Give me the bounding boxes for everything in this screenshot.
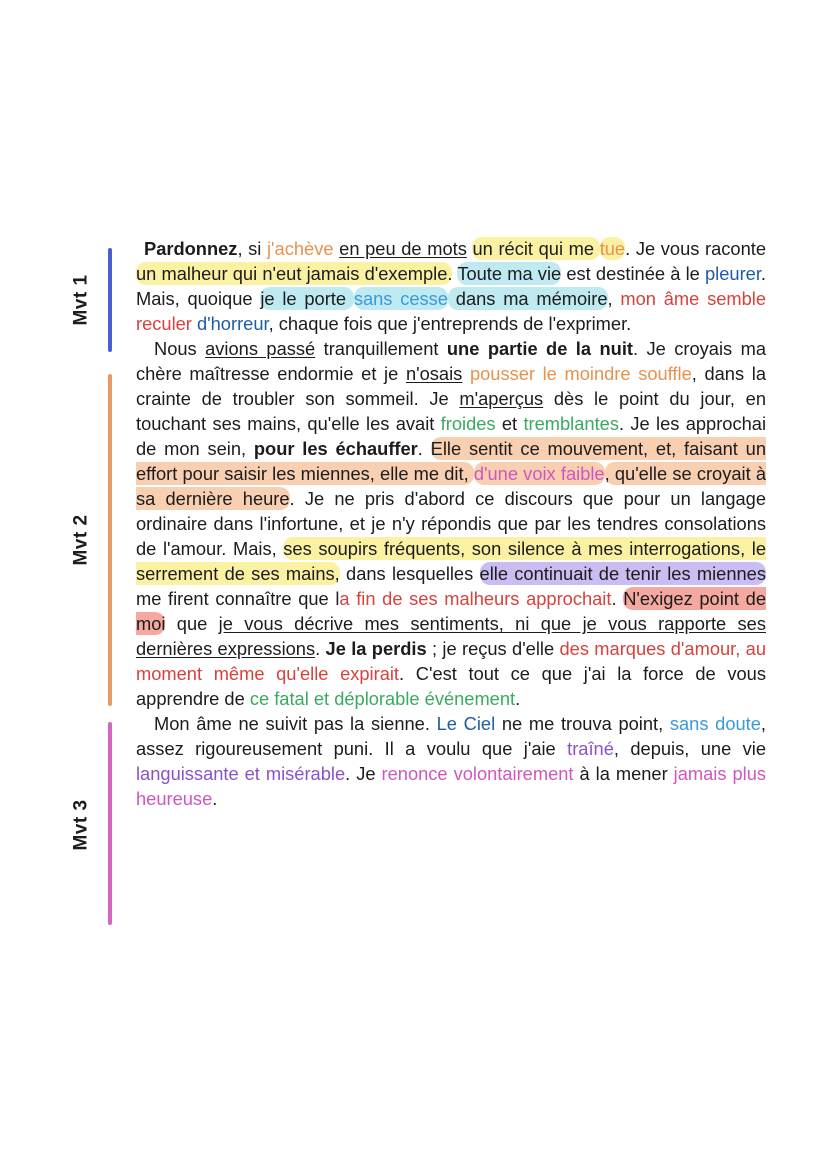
movement-bar-1 — [108, 248, 112, 352]
text-segment: un malheur qui n'eut jamais d'exemple. — [136, 263, 453, 284]
text-segment: me firent connaître que l — [136, 588, 340, 609]
text-segment: d'une voix faible — [473, 463, 605, 484]
text-segment: N'exigez point de moi — [136, 588, 766, 634]
text-segment: , dans la crainte de troubler son sommeil. Je — [136, 363, 766, 409]
text-segment: . — [315, 638, 326, 659]
annotated-text — [136, 236, 766, 811]
text-segment: dès le point du jour, en touchant ses mains, qu'elle les avait — [136, 388, 766, 434]
text-segment: pour les échauffer — [253, 438, 418, 459]
text-segment: une partie de la nuit — [446, 338, 633, 359]
text-segment: pousser le moindre souffle — [469, 363, 692, 384]
text-segment: . C'est tout ce que j'ai la force de vous apprendre de — [136, 663, 766, 709]
text-segment: je le porte — [260, 288, 354, 309]
text-segment: Je la perdis — [325, 638, 427, 659]
text-segment: traîné — [567, 738, 614, 759]
text-segment: , qu'elle se croyait à sa dernière heure — [136, 463, 767, 509]
paragraph-1 — [136, 236, 766, 336]
text-segment: . — [515, 688, 521, 709]
text-segment — [462, 363, 470, 384]
text-segment: et — [495, 413, 524, 434]
text-segment: à la mener — [573, 763, 674, 784]
text-segment: n'osais — [405, 363, 463, 384]
text-segment: tranquillement — [315, 338, 447, 359]
text-segment: m'aperçus — [459, 388, 544, 409]
text-segment: languissante et misérable — [136, 763, 346, 784]
text-segment: ses soupirs fréquents, son silence à mes interrogations, le serrement de ses mains, — [136, 538, 766, 584]
text-segment: ne me trouva point, — [495, 713, 670, 734]
text-segment: sans cesse — [353, 288, 448, 309]
text-segment: elle continuait de tenir les miennes — [479, 563, 766, 584]
movement-label-2: Mvt 2 — [71, 514, 93, 566]
text-segment: tremblantes — [523, 413, 619, 434]
text-segment: . Je — [345, 763, 382, 784]
text-segment: . — [417, 438, 431, 459]
text-segment: . Je croyais ma chère maîtresse endormie et je — [136, 338, 766, 384]
text-segment: , chaque fois que j'entreprends de l'exprimer. — [268, 313, 632, 334]
text-segment: Pardonnez — [144, 238, 238, 259]
text-segment: je vous décrive mes sentiments, ni que je vous rapporte ses dernières expressions — [136, 613, 766, 659]
text-segment: pleurer — [705, 263, 761, 284]
text-segment: des marques d'amour, au moment même qu'elle expirait — [136, 638, 766, 684]
text-segment: Elle sentit ce mouvement, et, faisant un effort pour saisir les miennes, elle me dit, — [136, 438, 767, 484]
text-segment: en peu de mots — [339, 238, 467, 259]
text-segment: dans ma mémoire — [447, 288, 608, 309]
paragraph-2 — [136, 336, 766, 711]
text-segment: ce fatal et déplorable événement — [249, 688, 516, 709]
text-segment: , depuis, une vie — [613, 738, 767, 759]
text-segment: . — [611, 588, 624, 609]
text-segment: j'achève — [267, 238, 334, 259]
text-segment: dans lesquelles — [339, 563, 480, 584]
text-segment: sans doute — [669, 713, 761, 734]
paragraph-3 — [136, 711, 766, 811]
text-segment: tue — [599, 238, 626, 259]
text-segment: mon âme semble reculer — [136, 288, 767, 334]
text-segment: Nous — [154, 338, 206, 359]
text-segment: . Mais, quoique — [136, 263, 767, 309]
text-segment: froides — [440, 413, 496, 434]
text-segment: Toute ma vie — [457, 263, 562, 284]
text-segment: a fin de ses malheurs approchait — [339, 588, 612, 609]
text-segment: un récit qui me — [472, 238, 600, 259]
text-segment: , si — [237, 238, 267, 259]
text-segment: Mon âme ne suivit pas la sienne. — [154, 713, 437, 734]
movement-bar-3 — [108, 722, 112, 925]
text-segment: , — [607, 288, 621, 309]
text-segment: . Je ne pris d'abord ce discours que pour un langage ordinaire dans l'infortune, et je n'y répondis que par les tendres consolations de l'amour. Mais, — [136, 488, 766, 559]
movement-label-1: Mvt 1 — [71, 274, 93, 326]
text-segment: avions passé — [205, 338, 316, 359]
text-segment: jamais plus heureuse — [136, 763, 767, 809]
text-segment: Le Ciel — [436, 713, 496, 734]
text-segment: . Je les approchai de mon sein, — [136, 413, 767, 459]
text-segment: ; je reçus d'elle — [426, 638, 560, 659]
text-segment: . Je vous raconte — [625, 238, 766, 259]
text-segment: est destinée à le — [561, 263, 706, 284]
movement-label-3: Mvt 3 — [71, 798, 93, 851]
text-segment: d'horreur — [196, 313, 269, 334]
text-segment: que — [165, 613, 219, 634]
text-segment: renonce volontairement — [381, 763, 574, 784]
movement-bar-2 — [108, 374, 112, 706]
text-segment: , assez rigoureusement puni. Il a voulu que j'aie — [136, 713, 767, 759]
text-segment: . — [212, 788, 218, 809]
